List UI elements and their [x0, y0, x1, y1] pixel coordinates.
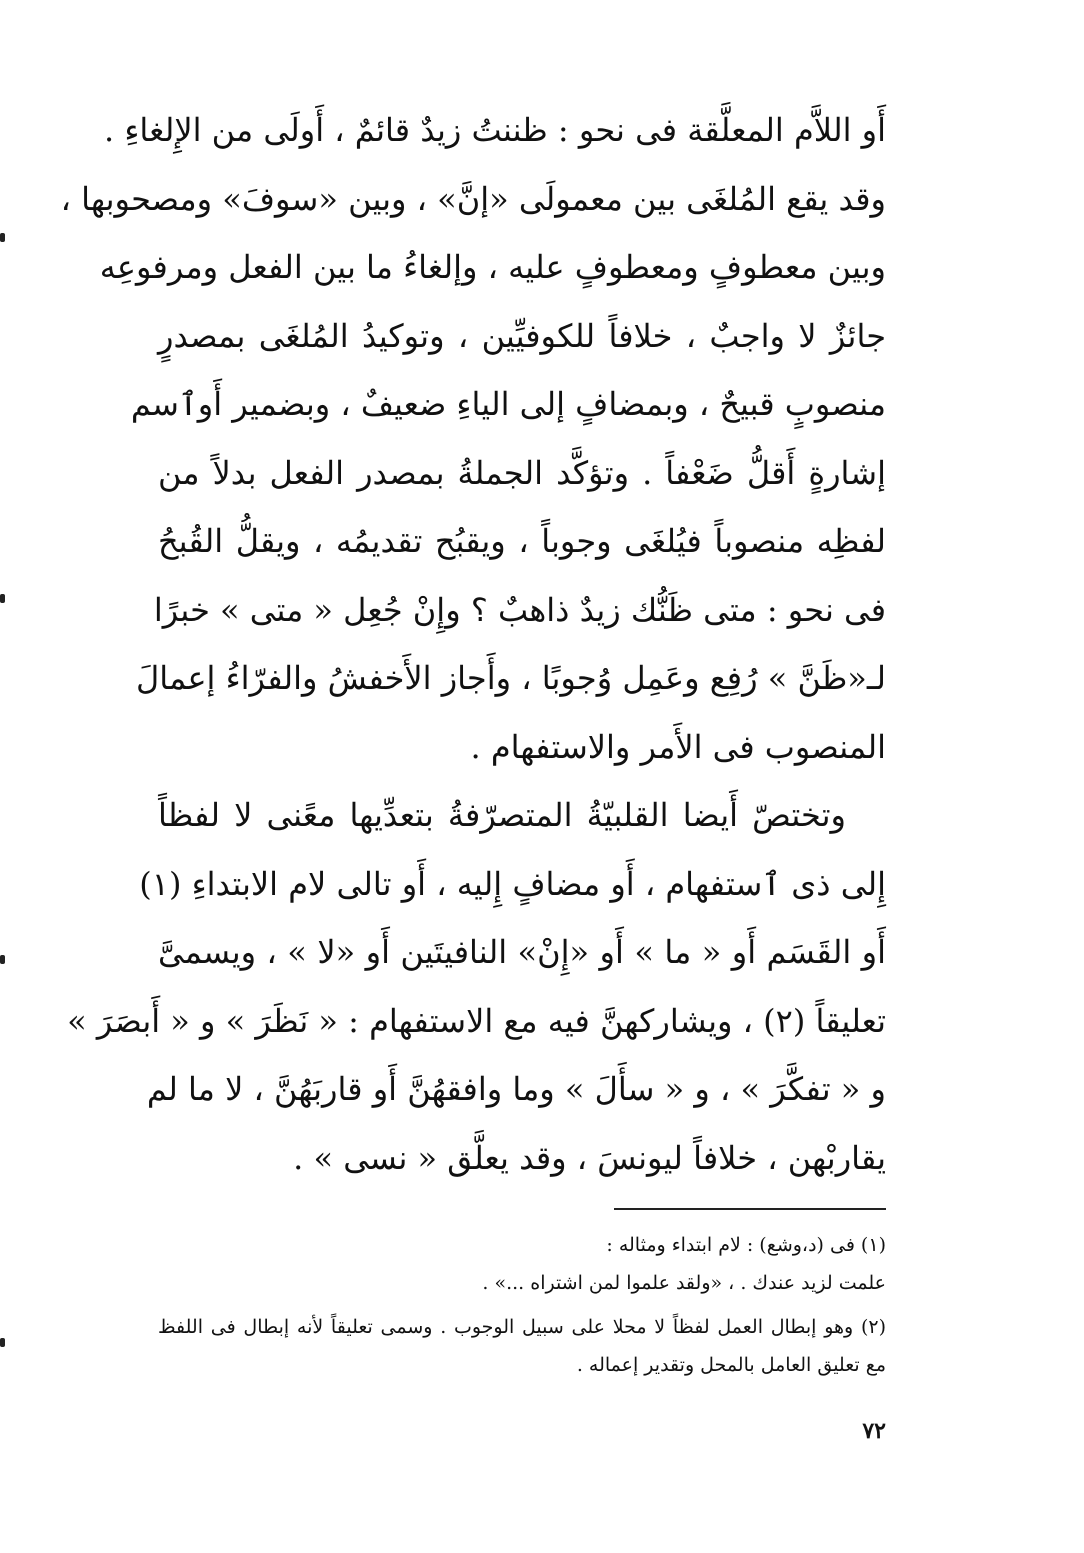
margin-mark [0, 955, 5, 964]
text-line: تعليقاً (٢) ، ويشاركهنَّ فيه مع الاستفهام : « نَظَرَ » و « أَبصَرَ » [67, 1001, 886, 1040]
text-line: أَو اللاَّم المعلَّقة فى نحو : ظننتُ زيدٌ قائمٌ ، أَولَى من الإِلغاءِ . [104, 111, 886, 149]
footnote-line: (٢) وهو إبطال العمل لفظاً لا محلا على سبيل الوجوب . وسمى تعليقاً لأنه إبطال فى اللفظ [158, 1316, 886, 1338]
margin-mark [0, 594, 5, 603]
text-line: أَو القَسَم أَو « ما » أَو «إِنْ» النافيتَين أَو «لا » ، ويسمىَّ [158, 933, 886, 971]
text-line: و « تفكَّرَ » ، و « سأَلَ » وما وافقهُنَّ أَو قاربَهُنَّ ، لا ما لم [146, 1070, 886, 1108]
main-text [60, 96, 887, 1192]
text-line: منصوبٍ قبيحٌ ، وبمضافٍ إلى الياءِ ضعيفٌ ، وبضمير أَوٱسم [130, 385, 886, 423]
footnote-line: مع تعليق العامل بالمحل وتقدير إعماله . [576, 1354, 886, 1376]
text-line: فى نحو : متى ظَنُّك زيدٌ ذاهبٌ ؟ وإِنْ جُعِل « متى » خبرًا [153, 590, 886, 629]
text-line: المنصوب فى الأَمر والاستفهام . [470, 727, 886, 766]
footnotes [158, 1226, 886, 1384]
text-line: وقد يقع المُلغَى بين معمولَى «إنَّ» ، وبين «سوفَ» ومصحوبها ، [60, 179, 886, 218]
footnote-separator [614, 1208, 886, 1210]
page [60, 96, 887, 1516]
text-line: جائزٌ لا واجبٌ ، خلافاً للكوفيِّين ، وتوكيدُ المُلغَى بمصدرٍ [158, 316, 886, 355]
margin-mark [0, 233, 5, 242]
text-line: لفظِه منصوباً فيُلغَى وجوباً ، ويقبُح تقديمُه ، ويقلُّ القُبحُ [158, 522, 887, 560]
text-line: يقاربْهن ، خلافاً ليونسَ ، وقد يعلَّق « نسى » . [293, 1138, 886, 1177]
margin-mark [0, 1338, 5, 1347]
text-line: وبين معطوفٍ ومعطوفٍ عليه ، وإلغاءُ ما بين الفعل ومرفوعِه [99, 248, 886, 286]
text-line: وتختصّ أَيضا القلبيّةُ المتصرّفةُ بتعدِّيها معًنى لا لفظاً [158, 796, 846, 834]
page-number: ٧٢ [862, 1418, 886, 1444]
text-line: إِلى ذى ٱستفهام ، أَو مضافٍ إِليه ، أَو تالى لام الابتداءِ (١) [139, 864, 886, 903]
footnote-line: (١) فى (د،وشع) : لام ابتداء ومثاله : [606, 1234, 886, 1256]
text-line: لـ«ظَنَّ » رُفِع وعَمِل وُجوبًا ، وأَجاز الأَخفشُ والفرّاءُ إعمالَ [135, 659, 886, 697]
footnote-line: علمت لزيد عندك . ، «ولقد علموا لمن اشتراه ...» . [482, 1272, 886, 1294]
text-line: إشارةٍ أَقلُّ ضَعْفاً . وتؤكَّد الجملةُ بمصدر الفعل بدلاً من [158, 453, 886, 492]
